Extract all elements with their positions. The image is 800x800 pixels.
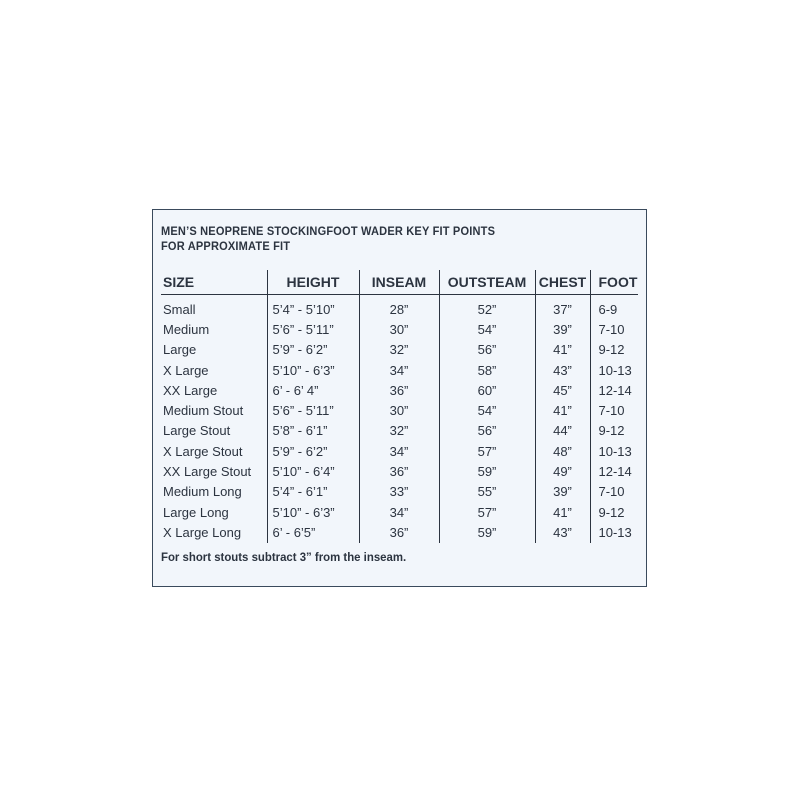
- cell-outsteam: 57”: [439, 502, 535, 522]
- cell-inseam: 30”: [359, 400, 439, 420]
- footnote: For short stouts subtract 3” from the inseam.: [161, 550, 407, 564]
- header-outsteam: OUTSTEAM: [439, 270, 535, 295]
- table-row: [161, 340, 638, 360]
- cell-height: 5’4” - 6’1”: [267, 482, 359, 502]
- cell-size: X Large Stout: [163, 443, 243, 459]
- cell-chest: 39”: [535, 482, 590, 502]
- cell-size: Large Long: [163, 504, 229, 520]
- cell-chest: 41”: [535, 400, 590, 420]
- table-header-row: [161, 270, 638, 295]
- cell-height: 5’8” - 6’1”: [267, 421, 359, 441]
- header-size: SIZE: [161, 270, 267, 295]
- table-row: [161, 482, 638, 502]
- cell-foot: 10-13: [590, 441, 638, 461]
- cell-height: 5’4” - 5’10”: [267, 295, 359, 320]
- cell-height: 5’10” - 6’3”: [267, 360, 359, 380]
- cell-outsteam: 56”: [439, 421, 535, 441]
- cell-inseam: 34”: [359, 502, 439, 522]
- cell-height: 5’9” - 6’2”: [267, 340, 359, 360]
- chart-title-line-1: MEN’S NEOPRENE STOCKINGFOOT WADER KEY FIT POINTS: [161, 224, 496, 238]
- cell-outsteam: 52”: [439, 295, 535, 320]
- cell-outsteam: 59”: [439, 461, 535, 481]
- cell-inseam: 33”: [359, 482, 439, 502]
- table-row: [161, 461, 638, 481]
- table-body: [161, 295, 638, 543]
- cell-foot: 12-14: [590, 461, 638, 481]
- cell-chest: 39”: [535, 319, 590, 339]
- cell-foot: 12-14: [590, 380, 638, 400]
- cell-outsteam: 57”: [439, 441, 535, 461]
- cell-chest: 41”: [535, 502, 590, 522]
- cell-size: X Large: [163, 362, 209, 378]
- cell-outsteam: 55”: [439, 482, 535, 502]
- cell-height: 5’10” - 6’3”: [267, 502, 359, 522]
- table-row: [161, 421, 638, 441]
- cell-height: 5’9” - 6’2”: [267, 441, 359, 461]
- cell-height: 5’6” - 5’11”: [267, 400, 359, 420]
- cell-outsteam: 58”: [439, 360, 535, 380]
- cell-outsteam: 54”: [439, 319, 535, 339]
- cell-chest: 41”: [535, 340, 590, 360]
- cell-size: Large Stout: [163, 423, 231, 439]
- cell-outsteam: 54”: [439, 400, 535, 420]
- cell-chest: 44”: [535, 421, 590, 441]
- header-chest: CHEST: [535, 270, 590, 295]
- cell-inseam: 34”: [359, 360, 439, 380]
- table-row: [161, 380, 638, 400]
- cell-size: Medium Stout: [163, 403, 244, 419]
- cell-foot: 10-13: [590, 360, 638, 380]
- cell-height: 5’10” - 6’4”: [267, 461, 359, 481]
- cell-inseam: 36”: [359, 461, 439, 481]
- cell-size: XX Large Stout: [163, 464, 252, 480]
- size-chart: [152, 209, 647, 587]
- cell-foot: 9-12: [590, 502, 638, 522]
- cell-foot: 7-10: [590, 319, 638, 339]
- size-table: [161, 270, 638, 543]
- cell-foot: 10-13: [590, 522, 638, 542]
- header-foot: FOOT: [590, 270, 638, 295]
- cell-size: XX Large: [163, 382, 218, 398]
- table-row: [161, 441, 638, 461]
- cell-chest: 43”: [535, 360, 590, 380]
- table-row: [161, 319, 638, 339]
- chart-title-line-2: FOR APPROXIMATE FIT: [161, 239, 291, 253]
- table-row: [161, 295, 638, 320]
- cell-foot: 9-12: [590, 340, 638, 360]
- cell-size: Medium: [163, 321, 210, 337]
- cell-foot: 6-9: [590, 295, 638, 320]
- cell-height: 6’ - 6’5”: [267, 522, 359, 542]
- cell-chest: 45”: [535, 380, 590, 400]
- header-inseam: INSEAM: [359, 270, 439, 295]
- chart-title: [161, 224, 495, 254]
- cell-outsteam: 56”: [439, 340, 535, 360]
- cell-foot: 7-10: [590, 400, 638, 420]
- cell-inseam: 30”: [359, 319, 439, 339]
- table-row: [161, 360, 638, 380]
- cell-inseam: 36”: [359, 522, 439, 542]
- cell-chest: 43”: [535, 522, 590, 542]
- cell-height: 5’6” - 5’11”: [267, 319, 359, 339]
- cell-inseam: 28”: [359, 295, 439, 320]
- cell-size: X Large Long: [163, 524, 242, 540]
- table-row: [161, 400, 638, 420]
- cell-chest: 49”: [535, 461, 590, 481]
- table-row: [161, 522, 638, 542]
- cell-height: 6’ - 6’ 4”: [267, 380, 359, 400]
- cell-inseam: 34”: [359, 441, 439, 461]
- cell-foot: 9-12: [590, 421, 638, 441]
- cell-size: Medium Long: [163, 484, 242, 500]
- header-height: HEIGHT: [267, 270, 359, 295]
- cell-inseam: 32”: [359, 421, 439, 441]
- cell-outsteam: 60”: [439, 380, 535, 400]
- cell-chest: 37”: [535, 295, 590, 320]
- cell-outsteam: 59”: [439, 522, 535, 542]
- table-row: [161, 502, 638, 522]
- cell-inseam: 32”: [359, 340, 439, 360]
- cell-chest: 48”: [535, 441, 590, 461]
- cell-inseam: 36”: [359, 380, 439, 400]
- cell-foot: 7-10: [590, 482, 638, 502]
- cell-size: Small: [163, 301, 196, 317]
- cell-size: Large: [163, 342, 197, 358]
- size-table-wrapper: [161, 270, 638, 543]
